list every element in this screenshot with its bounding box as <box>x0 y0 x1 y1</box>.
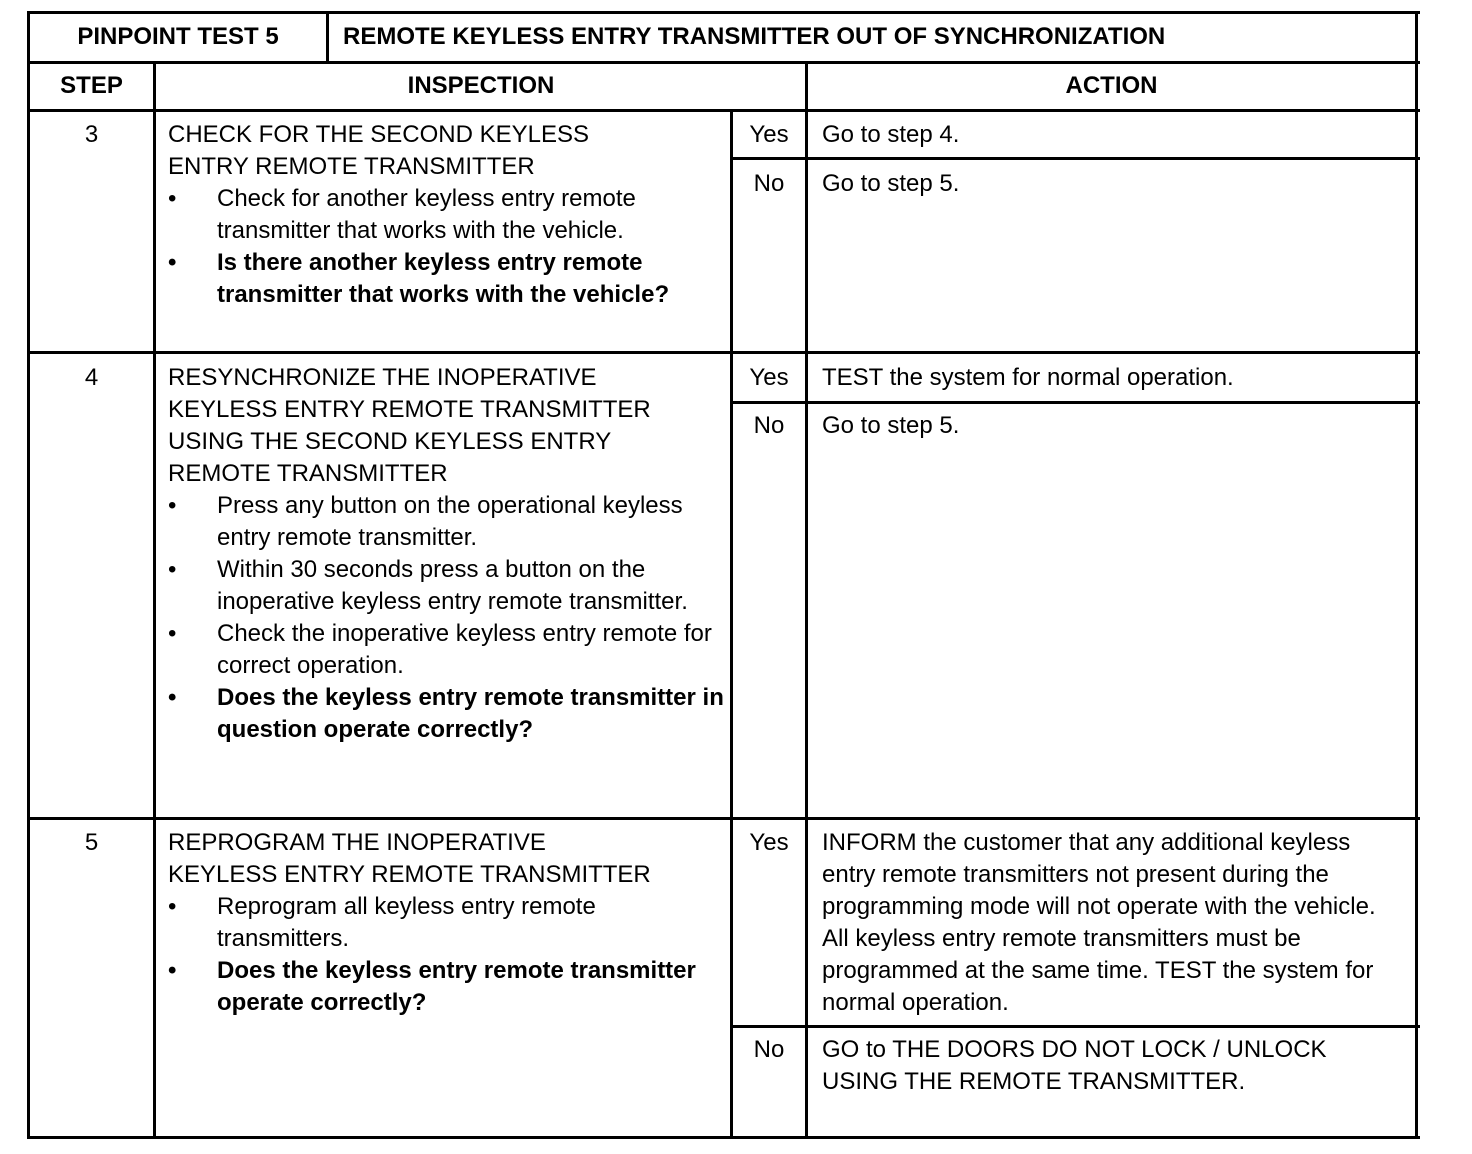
inspection-heading: ENTRY REMOTE TRANSMITTER <box>168 153 535 180</box>
inspection-bullet: • Press any button on the operational keyless entry remote transmitter. <box>168 490 724 554</box>
no-label: No <box>753 170 785 197</box>
no-action: GO to THE DOORS DO NOT LOCK / UNLOCK USING THE REMOTE TRANSMITTER. <box>822 1036 1327 1095</box>
no-action: Go to step 5. <box>822 170 960 197</box>
test-name: REMOTE KEYLESS ENTRY TRANSMITTER OUT OF SYNCHRONIZATION <box>343 23 1166 50</box>
inspection-heading: USING THE SECOND KEYLESS ENTRY <box>168 428 612 455</box>
yes-label: Yes <box>749 829 789 856</box>
inspection-bullet: • Reprogram all keyless entry remote transmitters. <box>168 891 724 955</box>
no-label: No <box>753 1036 785 1063</box>
inspection-bullet: • Within 30 seconds press a button on the inoperative keyless entry remote transmitter. <box>168 554 724 618</box>
inspection-bullet: • Is there another keyless entry remote transmitter that works with the vehicle? <box>168 247 724 311</box>
test-id: PINPOINT TEST 5 <box>77 23 279 50</box>
header-step: STEP <box>60 72 123 99</box>
yes-label: Yes <box>749 121 789 148</box>
header-action: ACTION <box>1065 72 1158 99</box>
inspection-bullet: • Check for another keyless entry remote transmitter that works with the vehicle. <box>168 183 724 247</box>
inspection-heading: REPROGRAM THE INOPERATIVE <box>168 829 546 856</box>
inspection-bullet: • Check the inoperative keyless entry remote for correct operation. <box>168 618 724 682</box>
inspection-cell <box>168 119 724 311</box>
inspection-heading: CHECK FOR THE SECOND KEYLESS <box>168 121 589 148</box>
inspection-heading: REMOTE TRANSMITTER <box>168 460 448 487</box>
yes-action: Go to step 4. <box>822 121 960 148</box>
no-action: Go to step 5. <box>822 412 960 439</box>
step-number: 3 <box>84 121 99 148</box>
inspection-cell <box>168 827 724 1019</box>
inspection-bullet: • Does the keyless entry remote transmitter in question operate correctly? <box>168 682 724 746</box>
no-label: No <box>753 412 785 439</box>
inspection-heading: KEYLESS ENTRY REMOTE TRANSMITTER <box>168 396 651 423</box>
step-number: 4 <box>84 364 99 391</box>
yes-action: INFORM the customer that any additional keyless entry remote transmitters not present during the programming mode will not operate with the vehicle. All keyless entry remote transmitters must be programmed at the same time. TEST the system for normal operation. <box>822 829 1376 1016</box>
step-number: 5 <box>84 829 99 856</box>
yes-action: TEST the system for normal operation. <box>822 364 1234 391</box>
inspection-bullet: • Does the keyless entry remote transmitter operate correctly? <box>168 955 724 1019</box>
inspection-heading: KEYLESS ENTRY REMOTE TRANSMITTER <box>168 861 651 888</box>
inspection-cell <box>168 362 724 746</box>
header-inspection: INSPECTION <box>407 72 555 99</box>
yes-label: Yes <box>749 364 789 391</box>
inspection-heading: RESYNCHRONIZE THE INOPERATIVE <box>168 364 597 391</box>
